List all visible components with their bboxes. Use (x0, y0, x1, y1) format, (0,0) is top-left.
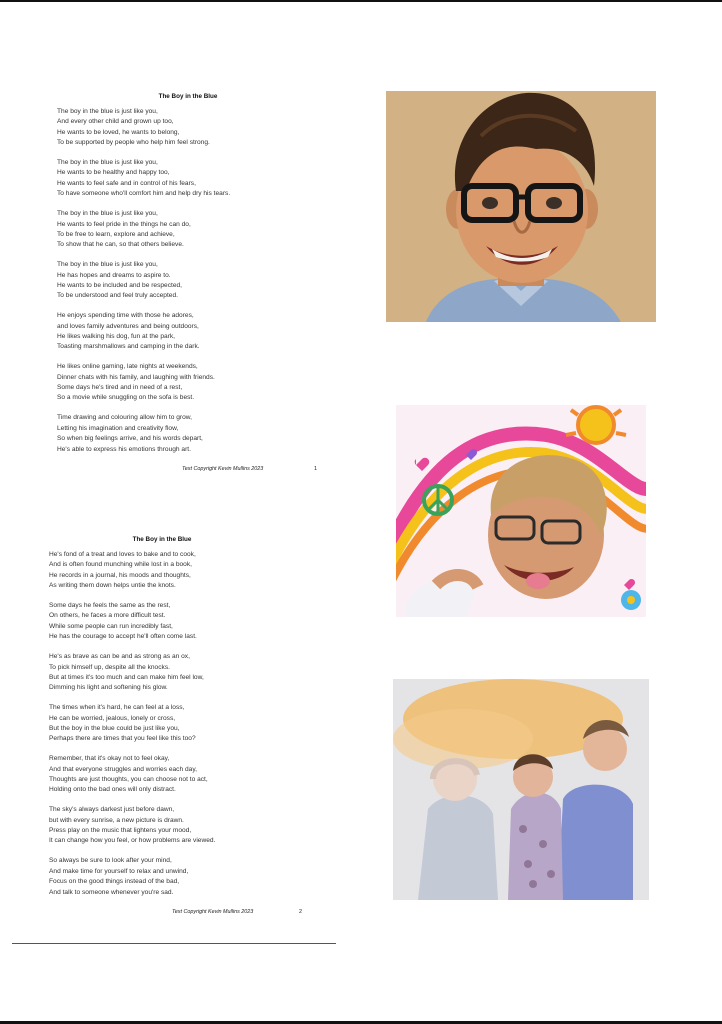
poem-line: He wants to feel safe and in control of his fears, (57, 179, 196, 187)
boy-pop-art-image (396, 405, 646, 617)
children-watercolor-image (393, 679, 649, 900)
poem-line: To be understood and feel truly accepted. (57, 292, 178, 300)
poem-line: Perhaps there are times that you feel like this too? (49, 735, 196, 743)
poem-line: but with every sunrise, a new picture is drawn. (49, 816, 184, 824)
poem-line: He can be worried, jealous, lonely or cross, (49, 714, 176, 722)
stanza (57, 260, 327, 302)
poem-line: So when big feelings arrive, and his words depart, (57, 435, 203, 443)
poem-line: Focus on the good things instead of the bad, (49, 878, 180, 886)
poem-line: And talk to someone whenever you're sad. (49, 888, 174, 896)
poem-line: Press play on the music that lightens your mood, (49, 827, 192, 835)
stanza (49, 754, 319, 796)
poem-line: The times when it's hard, he can feel at a loss, (49, 704, 185, 712)
poem-line: He wants to be included and be respected, (57, 281, 182, 289)
poem-line: Toasting marshmallows and camping in the dark. (57, 343, 200, 351)
poem-page-1 (57, 93, 327, 474)
poem-line: To show that he can, so that others believe. (57, 241, 184, 249)
stanza (49, 652, 319, 694)
poem-line: So always be sure to look after your mind, (49, 857, 172, 865)
poem-line: Holding onto the bad ones will only distract. (49, 786, 176, 794)
poem-line: To be free to learn, explore and achieve, (57, 230, 175, 238)
stanza (57, 413, 327, 455)
page-footer (57, 464, 327, 474)
poem-line: He's able to express his emotions through art. (57, 445, 191, 453)
poem-line: Some days he feels the same as the rest, (49, 602, 171, 610)
stanza (49, 601, 319, 643)
poem-line: He's as brave as can be and as strong as an ox, (49, 653, 190, 661)
stanza (49, 805, 319, 847)
poem-line: As writing them down helps untie the knots. (49, 582, 176, 590)
poem-line: The boy in the blue is just like you, (57, 108, 158, 115)
copyright-text: Text Copyright Kevin Mullins 2023 (172, 909, 254, 916)
poem-line: So a movie while snuggling on the sofa is best. (57, 394, 195, 402)
poem-line: On others, he faces a more difficult test. (49, 612, 166, 620)
top-edge-line (0, 0, 722, 2)
poem-line: Thoughts are just thoughts, you can choose not to act, (49, 776, 208, 784)
poem-line: He records in a journal, his moods and thoughts, (49, 571, 191, 579)
poem-stanzas (49, 550, 319, 898)
poem-line: Time drawing and colouring allow him to grow, (57, 414, 192, 422)
poem-line: The boy in the blue is just like you, (57, 159, 158, 167)
poem-line: Dimming his light and softening his glow. (49, 684, 168, 692)
poem-line: And make time for yourself to relax and unwind, (49, 867, 189, 875)
poem-line: Letting his imagination and creativity flow, (57, 424, 179, 432)
poem-line: He wants to be healthy and happy too, (57, 169, 170, 177)
stanza (57, 107, 327, 149)
page-divider-line (12, 943, 336, 944)
poem-line: Dinner chats with his family, and laughing with friends. (57, 373, 215, 381)
poem-line: To be supported by people who help him feel strong. (57, 139, 210, 147)
poem-line: And is often found munching while lost in a book, (49, 561, 192, 569)
stanza (49, 703, 319, 745)
poem-line: Remember, that it's okay not to feel okay, (49, 755, 170, 763)
poem-line: He has hopes and dreams to aspire to. (57, 271, 171, 279)
page-number: 2 (299, 909, 302, 916)
poem-line: He wants to feel pride in the things he can do, (57, 220, 191, 228)
poem-page-2 (49, 536, 319, 917)
poem-line: The boy in the blue is just like you, (57, 210, 158, 218)
stanza (57, 209, 327, 251)
poem-line: He likes online gaming, late nights at weekends, (57, 363, 198, 371)
poem-line: And that everyone struggles and worries each day, (49, 765, 197, 773)
stanza (57, 311, 327, 353)
stanza (49, 856, 319, 898)
poem-line: While some people can run incredibly fast, (49, 622, 173, 630)
poem-line: He wants to be loved, he wants to belong, (57, 128, 180, 136)
poem-line: It can change how you feel, or how problems are viewed. (49, 837, 216, 845)
copyright-text: Text Copyright Kevin Mullins 2023 (182, 466, 264, 473)
poem-line: He likes walking his dog, fun at the park, (57, 333, 176, 341)
poem-line: Some days he's tired and in need of a rest, (57, 384, 183, 392)
poem-line: He enjoys spending time with those he adores, (57, 312, 194, 320)
poem-line: The sky's always darkest just before dawn, (49, 806, 175, 814)
stanza (57, 158, 327, 200)
page-number: 1 (314, 466, 317, 473)
poem-stanzas (57, 107, 327, 455)
boy-caricature-portrait-image (386, 91, 656, 322)
page-title: The Boy in the Blue (132, 536, 192, 543)
poem-line: and loves family adventures and being outdoors, (57, 322, 199, 330)
poem-line: But at times it's too much and can make him feel low, (49, 673, 204, 681)
poem-line: To have someone who'll comfort him and help dry his tears. (57, 190, 231, 198)
poem-line: To pick himself up, despite all the knocks. (49, 663, 170, 671)
page-footer (49, 907, 319, 917)
poem-line: The boy in the blue is just like you, (57, 261, 158, 269)
page-title: The Boy in the Blue (158, 93, 218, 100)
poem-line: But the boy in the blue could be just like you, (49, 724, 180, 732)
stanza (57, 362, 327, 404)
stanza (49, 550, 319, 592)
poem-line: He has the courage to accept he'll often come last. (49, 633, 197, 641)
poem-line: And every other child and grown up too, (57, 118, 174, 126)
poem-line: He's fond of a treat and loves to bake and to cook, (49, 551, 196, 558)
